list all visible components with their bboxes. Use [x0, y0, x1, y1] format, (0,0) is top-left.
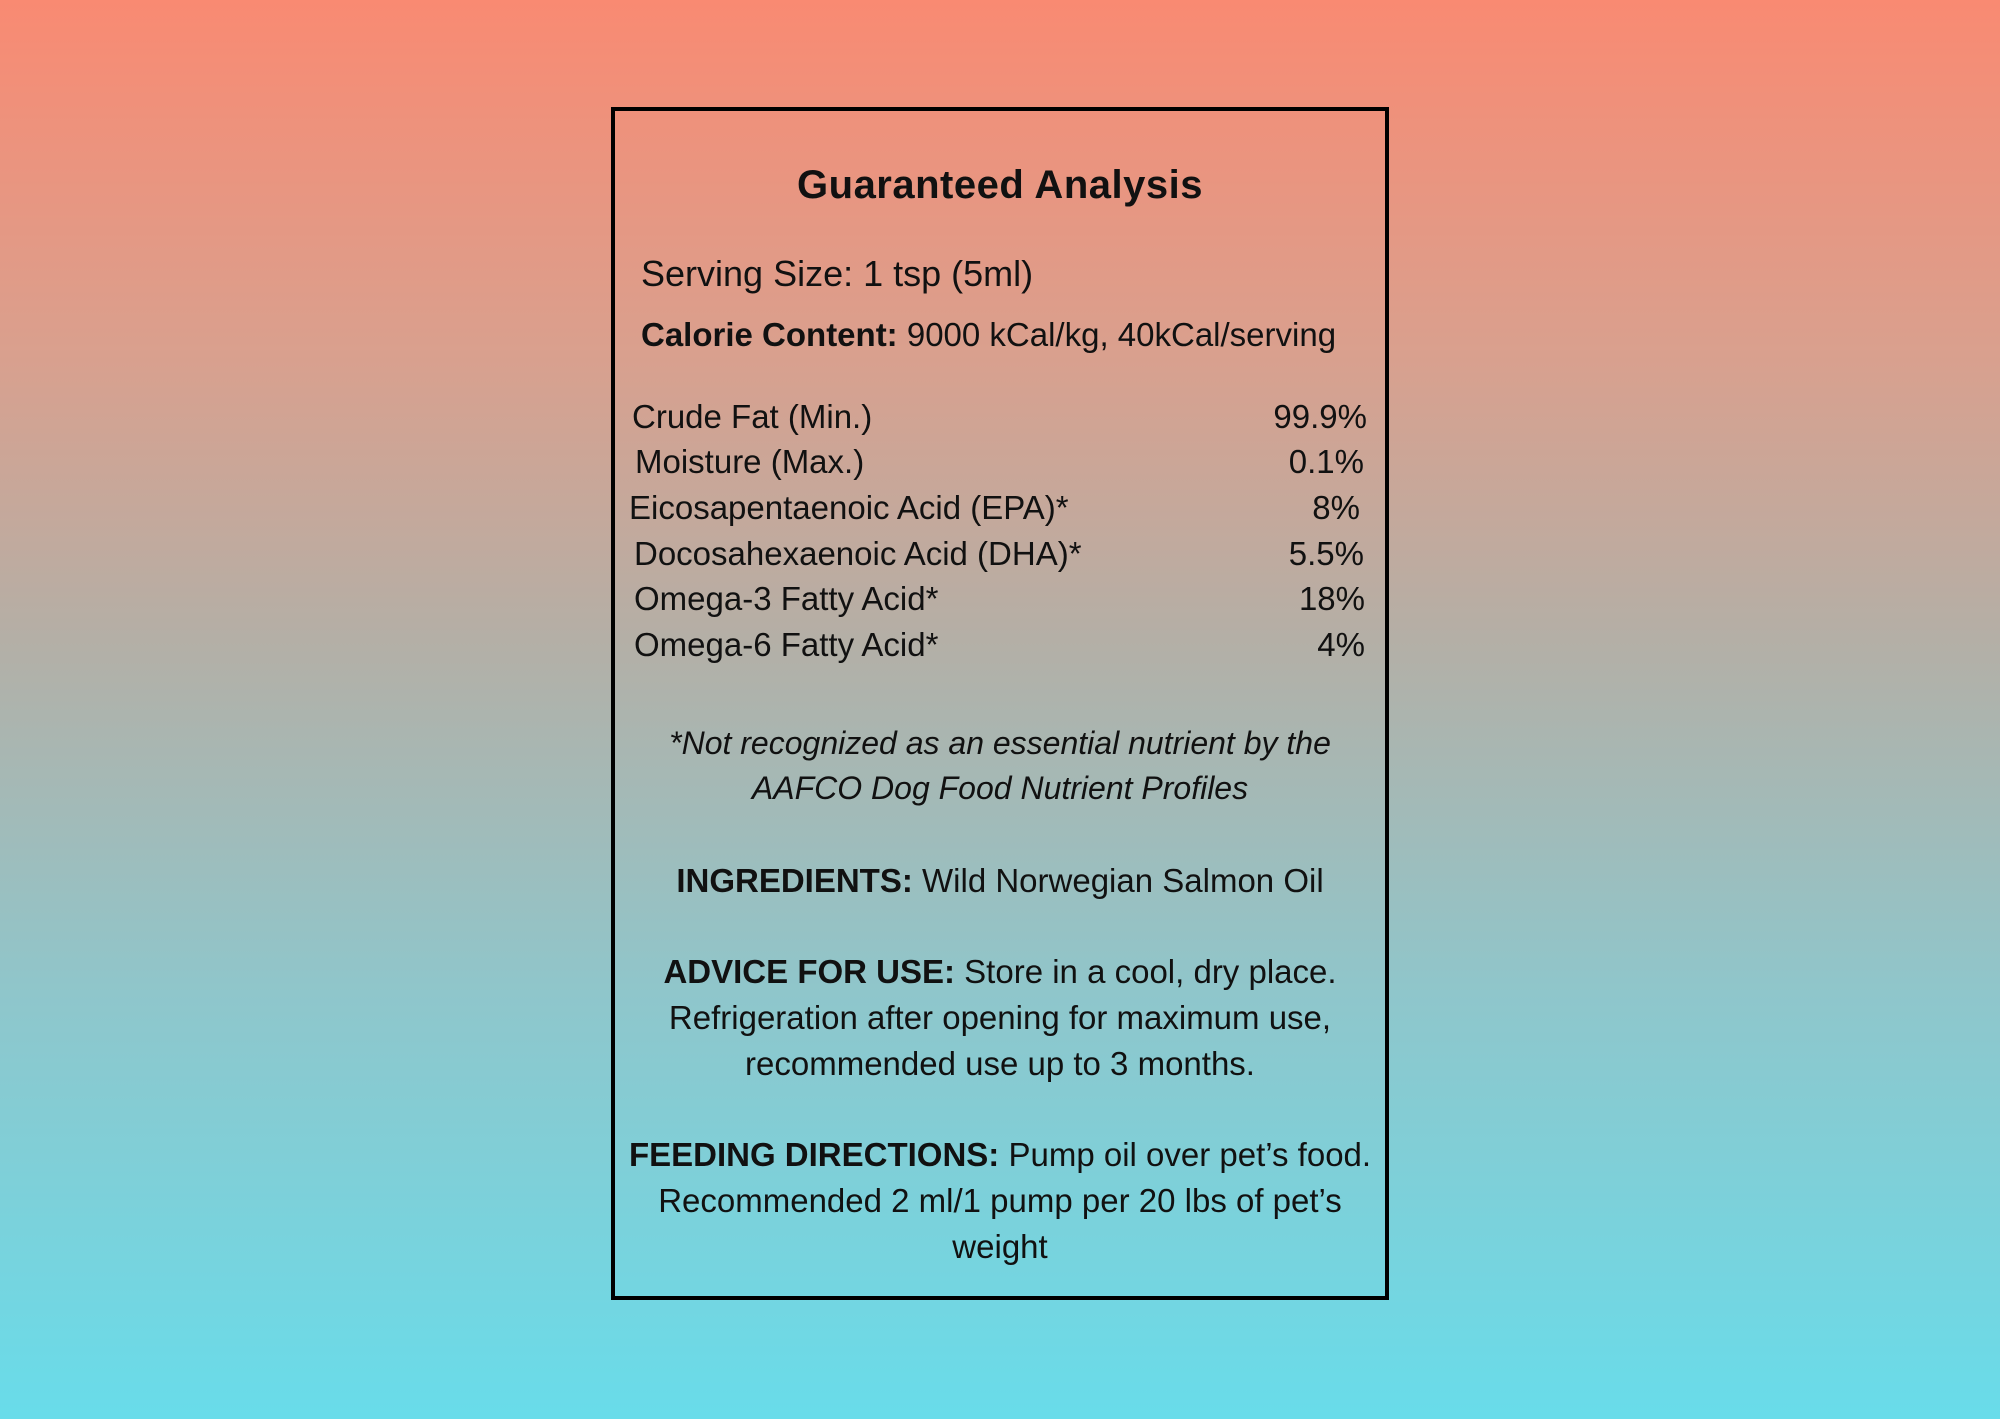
- feeding-line: weight: [952, 1228, 1048, 1265]
- nutrient-row: [629, 489, 1360, 533]
- nutrient-name: Omega-6 Fatty Acid*: [634, 626, 939, 663]
- calorie-content-value: 9000 kCal/kg, 40kCal/serving: [897, 316, 1337, 353]
- advice-for-use: [615, 949, 1385, 1087]
- nutrient-value: 8%: [1312, 489, 1360, 526]
- advice-label: ADVICE FOR USE:: [663, 953, 955, 990]
- nutrient-value: 4%: [1317, 626, 1365, 663]
- footnote-line: AAFCO Dog Food Nutrient Profiles: [751, 770, 1249, 806]
- advice-line: Refrigeration after opening for maximum use,: [668, 999, 1332, 1036]
- ingredients-label: INGREDIENTS:: [676, 862, 913, 899]
- ingredients: [615, 858, 1385, 904]
- advice-text: Store in a cool, dry place.: [955, 953, 1337, 990]
- nutrient-row: [635, 443, 1364, 487]
- nutrient-row: [632, 398, 1367, 442]
- footnote-line: *Not recognized as an essential nutrient by the: [669, 725, 1331, 761]
- guaranteed-analysis-label: [611, 107, 1389, 1300]
- nutrient-name: Docosahexaenoic Acid (DHA)*: [634, 535, 1082, 572]
- advice-line: recommended use up to 3 months.: [745, 1045, 1255, 1082]
- feeding-line: Recommended 2 ml/1 pump per 20 lbs of pet’s: [658, 1182, 1342, 1219]
- nutrient-name: Eicosapentaenoic Acid (EPA)*: [629, 489, 1069, 526]
- nutrient-value: 99.9%: [1273, 398, 1367, 435]
- feeding-label: FEEDING DIRECTIONS:: [628, 1136, 1000, 1173]
- nutrient-value: 5.5%: [1288, 535, 1364, 572]
- ingredients-text: Wild Norwegian Salmon Oil: [912, 862, 1324, 899]
- footnote: [615, 721, 1385, 811]
- nutrient-value: 18%: [1298, 580, 1365, 617]
- advice-line: [615, 949, 1385, 995]
- ingredients-line: [615, 858, 1385, 904]
- nutrient-row: [634, 580, 1365, 624]
- nutrient-row: [634, 626, 1365, 670]
- serving-size: Serving Size: 1 tsp (5ml): [641, 253, 1034, 294]
- nutrient-name: Moisture (Max.): [635, 443, 865, 480]
- calorie-content-label: Calorie Content:: [641, 316, 898, 353]
- nutrient-name: Crude Fat (Min.): [632, 398, 873, 435]
- nutrient-value: 0.1%: [1288, 443, 1364, 480]
- label-title: Guaranteed Analysis: [797, 163, 1203, 207]
- nutrient-row: [634, 535, 1364, 579]
- feeding-line: [615, 1132, 1385, 1178]
- feeding-directions: [615, 1132, 1385, 1270]
- nutrient-name: Omega-3 Fatty Acid*: [634, 580, 939, 617]
- calorie-content: [641, 316, 1336, 354]
- feeding-text: Pump oil over pet’s food.: [999, 1136, 1372, 1173]
